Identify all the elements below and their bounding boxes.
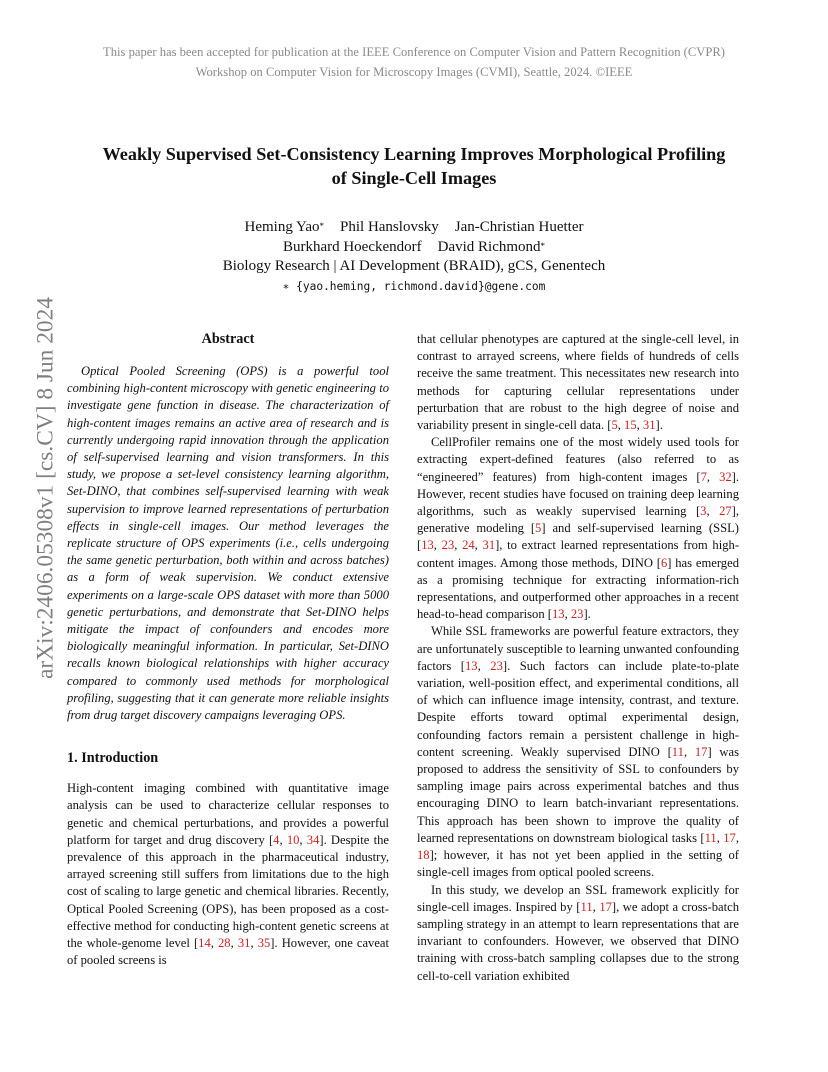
citation-link[interactable]: 17: [723, 830, 736, 845]
citation-link[interactable]: 32: [719, 469, 732, 484]
citation-link[interactable]: 4: [273, 832, 280, 847]
left-column: [67, 329, 389, 970]
introduction-heading: 1. Introduction: [67, 750, 159, 767]
citation-link[interactable]: 31: [642, 418, 656, 433]
citation-link[interactable]: 13: [421, 538, 434, 553]
citation-link[interactable]: 24: [462, 538, 475, 553]
citation-link[interactable]: 13: [465, 658, 478, 673]
citation-link[interactable]: 28: [218, 936, 231, 951]
paper-title-line-1: Weakly Supervised Set-Consistency Learning Improves Morphological Profiling: [102, 144, 726, 164]
author-block: [0, 218, 828, 277]
citation-link[interactable]: 5: [611, 418, 618, 433]
citation-link[interactable]: 15: [624, 418, 637, 433]
citation-link[interactable]: 27: [719, 504, 732, 519]
affiliation: Biology Research | AI Development (BRAID), gCS, Genentech: [222, 258, 606, 274]
corresponding-mark: *: [319, 221, 325, 231]
body-paragraph: that cellular phenotypes are captured at the single-cell level, in contrast to arrayed screens, where fields of hundreds of cells receive the same treatment. This necessitates new research into methods for capturing cellular representations under perturbation that are robust to the high degree of noise and variability present in single-cell data. [5, 15, 31].: [417, 332, 739, 433]
body-paragraph: CellProfiler remains one of the most widely used tools for extracting expert-defined features (also referred to as “engineered” features) from high-content images [7, 32]. However, recent studies have focused on training deep learning algorithms, such as weakly supervised learning [3, 27], generative modeling [5] and self-supervised learning (SSL) [13, 23, 24, 31], to extract learned representations from high-content images. Among those methods, DINO [6] has emerged as a promising technique for extracting information-rich representations, and outperformed other approaches in a recent head-to-head comparison [13, 23].: [417, 435, 740, 622]
paper-title: [40, 142, 788, 190]
author-name: Phil Hanslovsky: [340, 219, 439, 235]
abstract-heading: Abstract: [201, 331, 255, 347]
author-line-2: [0, 238, 828, 258]
citation-link[interactable]: 35: [257, 936, 271, 951]
body-paragraph: While SSL frameworks are powerful feature extractors, they are unfortunately susceptible to learning unwanted confounding factors [13, 23]. Such factors can include plate-to-plate variation, well-position effect, and experimental conditions, all of which can influence image intensity, contrast, and texture. Despite efforts toward optimal experimental design, confounding factors remain a persistent challenge in high-content screening. Weakly supervised DINO [11, 17] was proposed to address the sensitivity of SSL to confounders by sampling image pairs across experimental batches and thus encouraging DINO to learn batch-invariant representations. This approach has been shown to improve the quality of learned representations on downstream biological tasks [11, 17, 18]; however, it has not yet been applied in the setting of single-cell images from optical pooled screens.: [417, 624, 740, 880]
citation-link[interactable]: 7: [700, 469, 707, 484]
citation-link[interactable]: 31: [237, 936, 251, 951]
citation-link[interactable]: 18: [417, 848, 430, 863]
publication-notice-line-2: Workshop on Computer Vision for Microscopy Images (CVMI), Seattle, 2024. ©IEEE: [195, 65, 633, 79]
body-paragraph: In this study, we develop an SSL framework explicitly for single-cell images. Inspired by [11, 17], we adopt a cross-batch sampling strategy in an attempt to learn representations that are invariant to confounders. However, we observed that DINO training with cross-batch sampling collapses due to the strong cell-to-cell variation exhibited: [417, 882, 739, 983]
citation-link[interactable]: 10: [286, 832, 300, 847]
paper-title-line-2: of Single-Cell Images: [331, 168, 497, 188]
citation-link[interactable]: 14: [198, 936, 211, 951]
author-name: Burkhard Hoeckendorf: [282, 238, 422, 255]
publication-notice-line-1: This paper has been accepted for publication at the IEEE Conference on Computer Vision and Pattern Recognition (CVPR): [103, 45, 725, 59]
introduction-paragraph: High-content imaging combined with quantitative image analysis can be used to characterize cellular responses to genetic and chemical perturbations, and provides a powerful platform for target and drug discovery [4, 10, 34]. Despite the prevalence of this approach in the pharmaceutical industry, arrayed screening still suffers from limitations due to the high cost of scaling to large genetic and chemical libraries. Recently, Optical Pooled Screening (OPS), has been proposed as a cost-effective method for conducting high-content genetic screens at the whole-genome level [14, 28, 31, 35]. However, one caveat of pooled screens is: [67, 781, 390, 968]
citation-link[interactable]: 5: [535, 521, 542, 536]
citation-link[interactable]: 17: [694, 744, 708, 759]
citation-link[interactable]: 3: [700, 504, 707, 519]
author-line-1: [0, 218, 828, 238]
citation-link[interactable]: 11: [704, 830, 717, 845]
author-emails: ∗ {yao.heming, richmond.david}@gene.com: [282, 280, 546, 293]
citation-link[interactable]: 11: [671, 744, 684, 759]
citation-link[interactable]: 11: [580, 899, 593, 914]
corresponding-mark: *: [540, 240, 546, 251]
right-column: [417, 331, 739, 985]
citation-link[interactable]: 6: [660, 555, 668, 570]
publication-notice: [0, 42, 828, 82]
author-name: David Richmond: [437, 238, 541, 255]
abstract-text: Optical Pooled Screening (OPS) is a powerful tool combining high-content microscopy with genetic engineering to investigate gene function in disease. The characterization of high-content images remains an active area of research and is currently undergoing rapid innovation through the application of self-supervised learning and vision transformers. In this study, we propose a set-level consistency learning algorithm, Set-DINO, that combines self-supervised learning with weak supervision to improve learned representations of perturbation effects in single-cell images. Our method leverages the replicate structure of OPS experiments (i.e., cells undergoing the same genetic perturbation, both within and across batches) as a form of weak supervision. We conduct extensive experiments on a large-scale OPS dataset with more than 5000 genetic perturbations, and demonstrate that Set-DINO helps mitigate the impact of confounders and encodes more biologically meaningful information. In particular, Set-DINO recalls known biological relationships with higher accuracy compared to commonly used methods for morphological profiling, suggesting that it can generate more reliable insights from drug target discovery campaigns leveraging OPS.: [67, 364, 389, 723]
citation-link[interactable]: 13: [551, 607, 565, 622]
author-name: Jan-Christian Huetter: [454, 219, 584, 235]
citation-link[interactable]: 23: [570, 607, 584, 622]
arxiv-identifier: arXiv:2406.05308v1 [cs.CV] 8 Jun 2024: [32, 296, 59, 680]
citation-link[interactable]: 23: [441, 538, 455, 553]
citation-link[interactable]: 34: [306, 832, 320, 847]
citation-link[interactable]: 23: [490, 658, 503, 673]
citation-link[interactable]: 17: [599, 899, 612, 914]
citation-link[interactable]: 31: [482, 538, 496, 553]
author-name: Heming Yao: [244, 219, 320, 235]
